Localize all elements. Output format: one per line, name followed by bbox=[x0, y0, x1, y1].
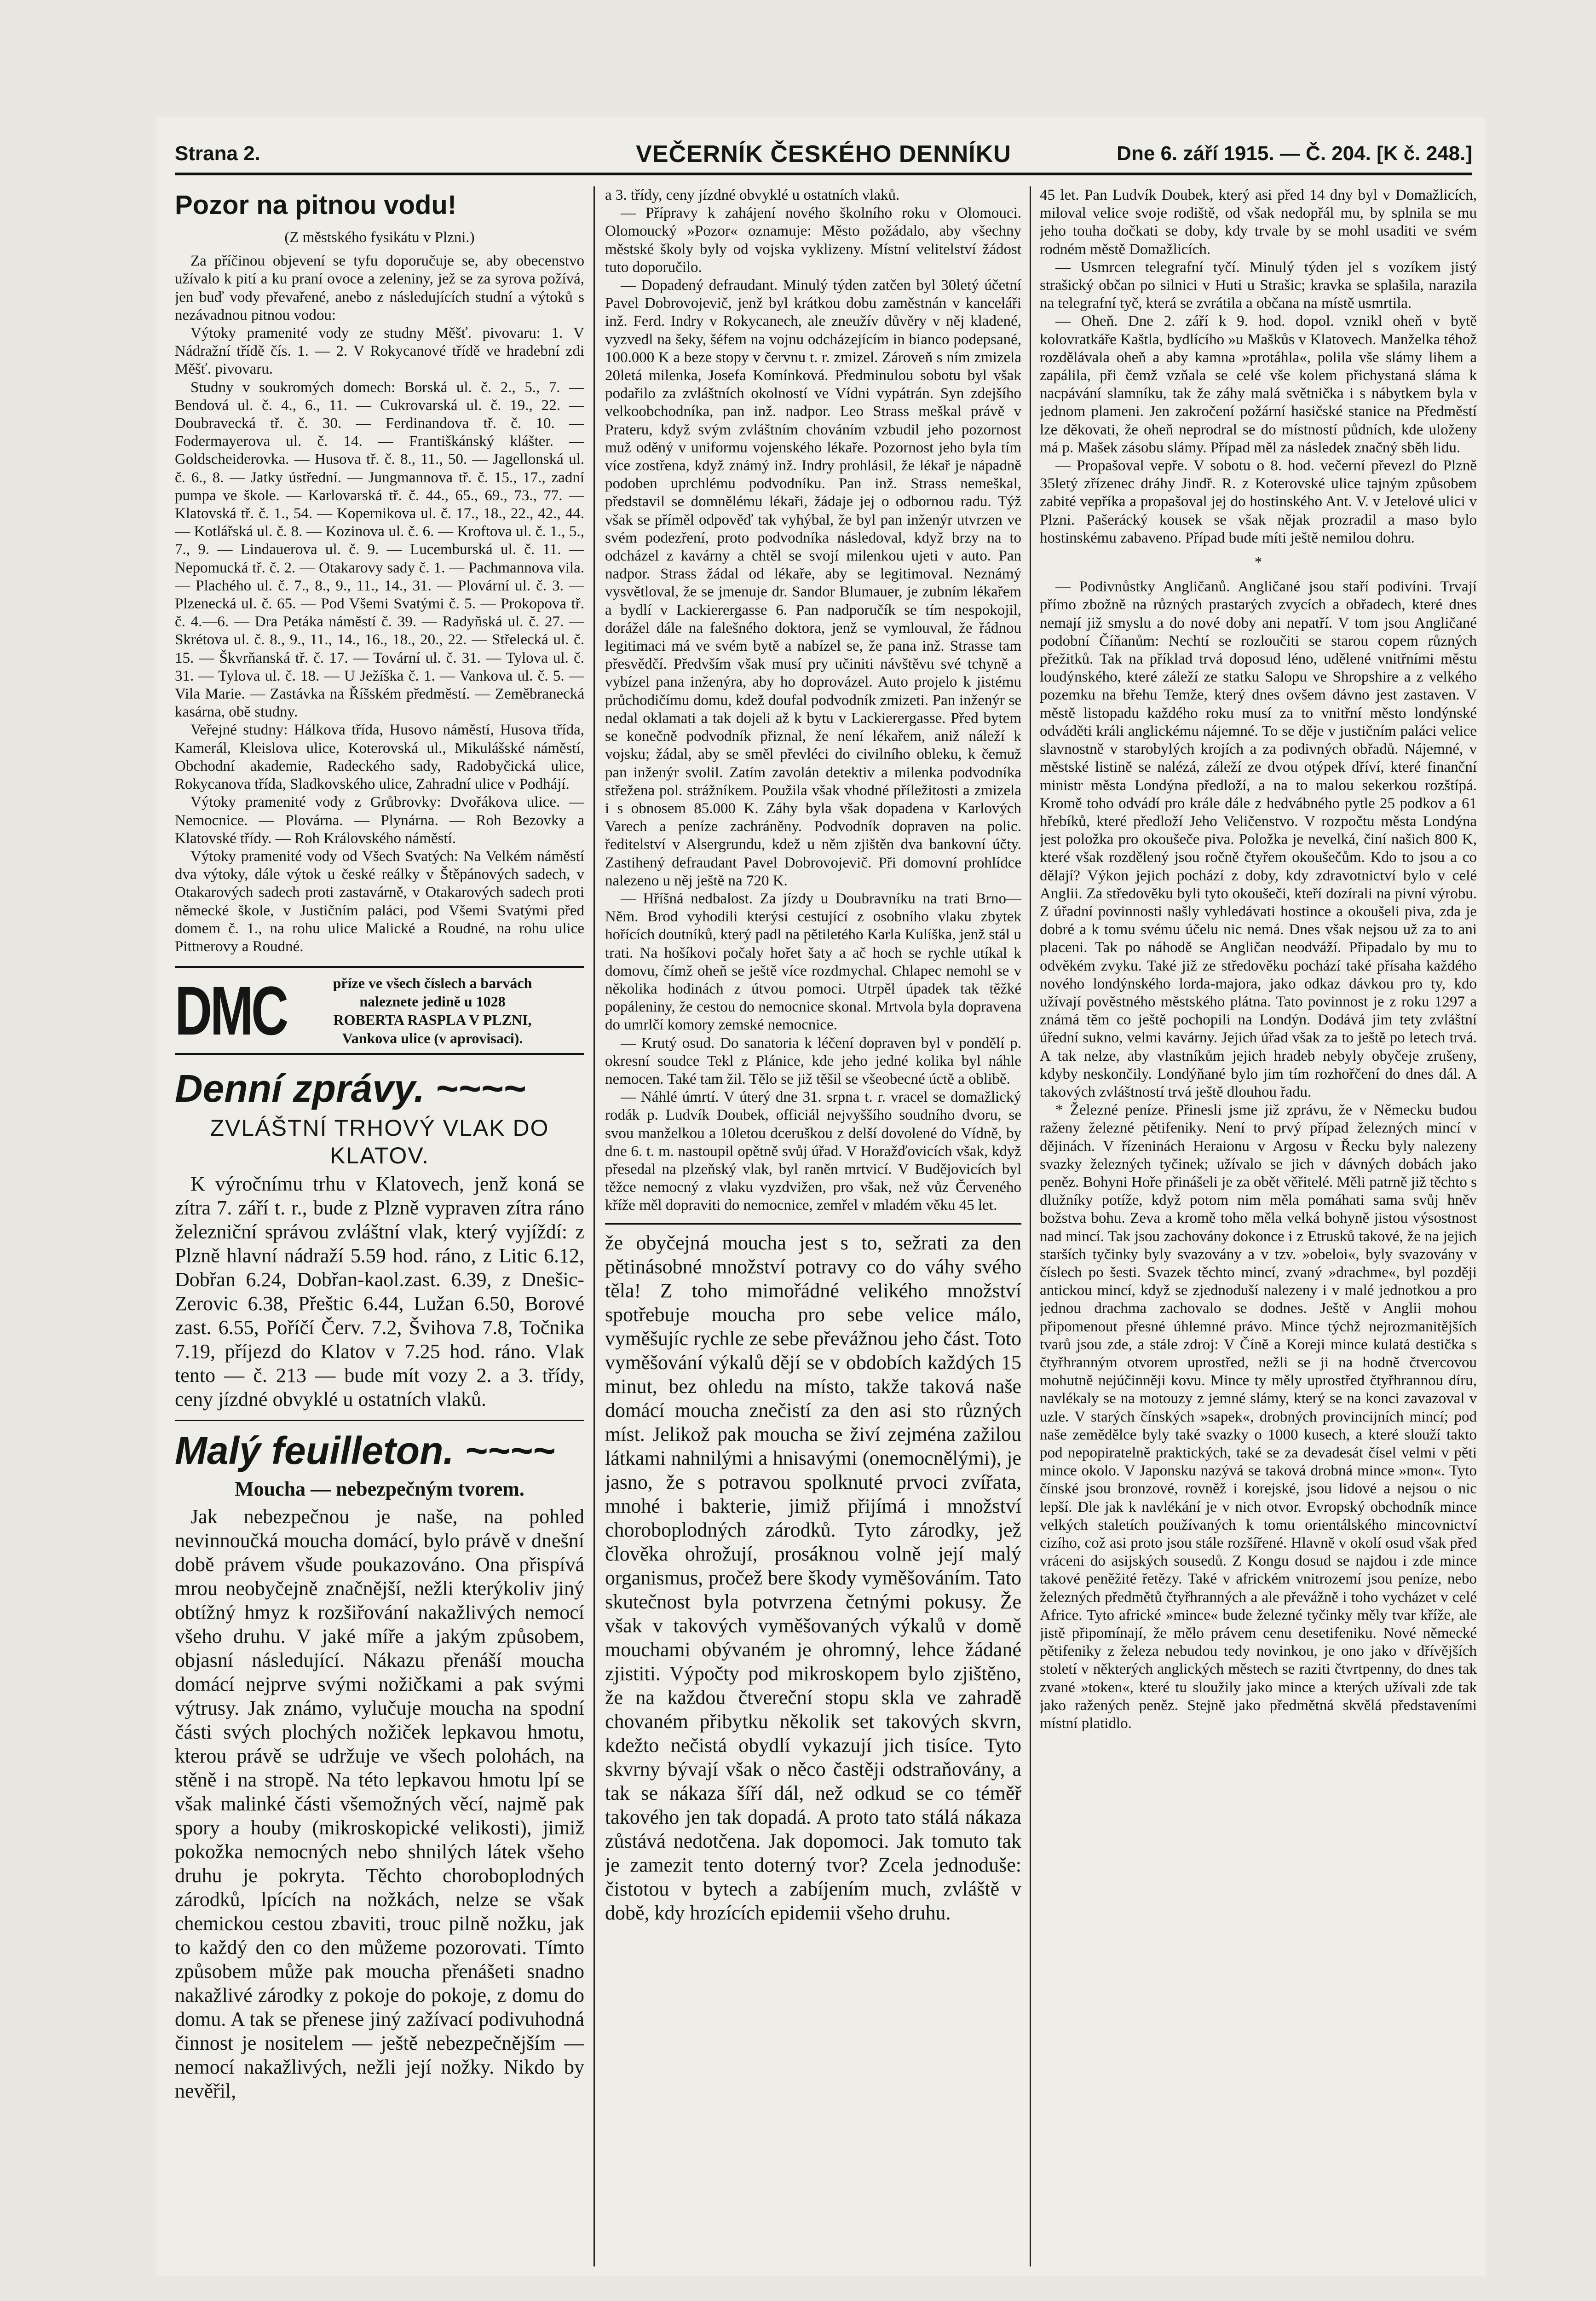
paragraph: Za příčinou objevení se tyfu doporučuje se, aby obecenstvo užívalo k pití a ku praní ovoce a zeleniny, jež se za syrova požívá, jen buď vody převařené, anebo z následujících studní a výtoků s nezávadnou pitnou vodou: bbox=[175, 253, 584, 324]
ad-line: ROBERTA RASPLA V PLZNI, bbox=[333, 1012, 532, 1029]
column-2 bbox=[605, 186, 1021, 2276]
column-3 bbox=[1040, 186, 1477, 2276]
paragraph: a 3. třídy, ceny jízdné obvyklé u ostatních vlaků. bbox=[605, 187, 900, 203]
divider bbox=[175, 1420, 584, 1421]
ad-number: 1028 bbox=[476, 993, 506, 1010]
paragraph: Studny v soukromých domech: Borská ul. č. 2., 5., 7. — Bendová ul. č. 4., 6., 11. — Cukrovarská ul. č. 19., 22. — Doubravecká tř. č. 30. — Ferdinandova tř. č. 10. — Fodermayerova ul. č. 14. — Františkánský klášter. — Goldscheiderovka. — Husova tř. č. 8., 11., 50. — Jagellonská ul. č. 6., 8. — Jatky ústřední. — Jungmannova tř. č. 15., 17., zadní pumpa ve škole. — Karlovarská tř. č. 44., 65., 69., 73., 77. — Klatovská tř. č. 1., 54. — Kopernikova ul. č. 17., 18., 22., 42., 44. — Kotlářská ul. č. 8. — Kozinova ul. č. 6. — Kroftova ul. č. 1., 5., 7., 9. — Lindauerova ul. č. 9. — Lucemburská ul. č. 11. — Nepomucká tř. č. 2. — Otakarovy sady č. 1. — Pachmannova vila. — Plachého ul. č. 7., 8., 9., 11., 14., 31. — Plovární ul. č. 3. — Plzenecká ul. č. 65. — Pod Všemi Svatými č. 5. — Prokopova tř. č. 4.—6. — Dra Petáka náměstí č. 39. — Radyňská ul. č. 27. — Skrétova ul. č. 8., 9., 11., 14., 16., 18., 20., 22. — Střelecká ul. č. 15. — Škvrňanská tř. č. 17. — Tovární ul. č. 31. — Tylova ul. č. 31. — Tylova ul. č. 18. — U Ježíška č. 1. — Vankova ul. č. 5. — Vila Marie. — Zastávka na Říšském předměstí. — Zeměbranecká kasárna, obě studny. bbox=[175, 379, 584, 721]
masthead: VEČERNÍK ČESKÉHO DENNÍKU bbox=[636, 141, 1011, 168]
notice-text: K výročnímu trhu v Klatovech, jenž koná se zítra 7. září t. r., bude z Plzně vypraven zítra ráno železniční správou zvláštní vlak, který vyjíždí: z Plzně hlavní nádraží 5.59 hod. ráno, z Litic 6.12, Dobřan 6.24, Dobřan-kaol.zast. 6.39, z Dnešic-Zerovic 6.38, Přeštic 6.44, Lužan 6.50, Borové zast. 6.55, Poříčí Červ. 7.2, Švihova 7.8, Točnika 7.19, příjezd do Klatov v 7.25 hod. ráno. Vlak tento — č. 213 — bude mít vozy 2. a 3. třídy, ceny jízdné obvyklé u ostatních vlaků. bbox=[175, 1173, 584, 1411]
ad-text bbox=[281, 974, 584, 1047]
ad-line: naleznete jedině u 1028 bbox=[359, 993, 506, 1010]
divider bbox=[605, 1223, 1021, 1225]
ad-logo: DMC bbox=[175, 972, 287, 1050]
news-item: — Náhlé úmrtí. V úterý dne 31. srpna t. r. vracel se domažlický rodák p. Ludvík Doubek, officiál nejvyššího soudního dvoru, se svou manželkou a 10letou dceruškou z delší dovolené do Vídně, by dne 6. t. m. nastoupil opětně svůj úřad. V Horažďovicích však, když přesedal na plzeňský vlak, byl raněn mrtvicí. V Budějovicích byl těžce nemocný z vlaku vyzdvižen, pro však, než vůz Červeného kříže měl dopraviti do nemocnice, zemřel v mladém věku 45 let. bbox=[605, 1089, 1021, 1214]
paragraph: Jak nebezpečnou je naše, na pohled nevinnoučká moucha domácí, bylo právě v dnešní době právem všude poukazováno. Ona přispívá mrou neobyčejně značnější, nežli kterýkoliv jiný obtížný hmyz k rozšiřování nakažlivých nemocí všeho druhu. V jaké míře a jakým způsobem, objasní následující. Nákazu přenáší moucha domácí nejprve svými nožičkami a pak svými výtrusy. Jak známo, vylučuje moucha na spodní části svých plochých nožiček lepkavou hmotu, kterou právě se udržuje ve všech polohách, na stěně i na stropě. Na této lepkavou hmotu lpí se však malinké části všemožných věcí, najmě pak spory a houby (mikroskopické velikosti), jimiž pokožka nemocných nebo shnilých látek všeho druhu je pokryta. Těchto choroboplodných zárodků, lpících na nožkách, nelze se však chemickou cestou zbaviti, trouc pilně nožku, jak to každý den co den můžeme pozorovati. Tímto způsobem může pak moucha přenášeti snadno nakažlivé zárodky z pokoje do pokoje, z domu do domu. A tak se přenese jiný zažívací podivuhodná činnost je nositelem — ještě nebezpečnějším — nemocí nakažlivých, nežli její nožky. Nikdo by nevěřil, bbox=[175, 1505, 584, 2103]
feuilleton-title: Moucha — nebezpečným tvorem. bbox=[235, 1478, 524, 1501]
article-source: (Z městského fysikátu v Plzni.) bbox=[284, 229, 475, 246]
news-item: — Usmrcen telegrafní tyčí. Minulý týden jel s vozíkem jistý strašický občan po silnici v Huti u Strašic; kravka se splašila, narazila na telegrafní tyč, která se zvrátila a občana na místě usmrtila. bbox=[1040, 259, 1477, 312]
feuilleton-continuation: že obyčejná moucha jest s to, sežrati za den pětinásobné množství potravy co do váhy svého těla! Z toho mimořádné velikého množství spotřebuje moucha pro sebe velice málo, vyměšujíc rychle ze sebe převážnou jeho část. Toto vyměšování výkalů dějí se v obdobích každých 15 minut, bez ohledu na místo, takže taková naše domácí moucha znečistí za den asi sto různých míst. Jelikož pak moucha se živí zejména zažilou látkami nahnilými a hnisavými (onemocnělými), je jasno, že s potravou spolknuté prvoci zvířata, mnohé i bakterie, jimiž přijímá i množství choroboplodných zárodků. Tyto zárodky, jež člověka ohrožují, prosáknou volně její malý organismus, pročež bere škody vyměšováním. Tato skutečnost byla potvrzena četnými pokusy. Že však v takových vyměšovaných výkalů v domě mouchami obývaném je ohromný, lehce žádané zjistiti. Výpočty pod mikroskopem bylo zjištěno, že na každou čtvereční stopu skla ve zahradě chovaném přibytku několik set takových skvrn, kdežto nečistá obydlí vykazují jich tisíce. Tyto skvrny bývají však o něco častěji odstraňovány, a tak se nákaza šíří dál, než odkud se co téměř takového jen tak dopadá. A proto tato stálá nákaza zůstává nedotčena. Jak dopomoci. Jak tomuto tak je zamezit tento doterný tvor? Zcela jednoduše: čistotou v bytech a zabíjením much, zvláště v době, kdy hrozících epidemii všeho druhu. bbox=[605, 1231, 1021, 1924]
news-item: — Přípravy k zahájení nového školního roku v Olomouci. Olomoucký »Pozor« oznamuje: Město požádalo, aby všechny městské školy byly od vojska vyklizeny. Místní velitelství žádost tuto doporučilo. bbox=[605, 205, 1021, 276]
paragraph: Výtoky pramenité vody od Všech Svatých: Na Velkém náměstí dva výtoky, dále výtok u české reálky v Štěpánových sadech, v Otakarových sadech proti zastavárně, v Otakarových sadech proti německé škole, v Justičním paláci, pod Všemi Svatými před domem č. 1., na rohu ulice Malické a Roudné, na rohu ulice Pittnerovy a Roudné. bbox=[175, 848, 584, 955]
page-header bbox=[175, 136, 1472, 175]
section-heading-feuilleton: Malý feuilleton. ~~~~ bbox=[175, 1429, 555, 1473]
page-number: Strana 2. bbox=[175, 142, 260, 165]
decorative-flourish: ~~~~ bbox=[435, 1067, 526, 1110]
news-item: — Oheň. Dne 2. září k 9. hod. dopol. vznikl oheň v bytě kolovratkáře Kaštla, bydlícího »u Maškůs v Klatovech. Manželka téhož rozdělávala oheň a aby kamna »protáhla«, polila vše slámy lihem a zapálila, při čemž vzňala se celé vše kolem přichystaná sláma k nacpávání slamníku, tak že záhy malá světnička i s nábytkem byla v jednom plameni. Jen zakročení požární hasičské stanice na Předměstí lze děkovati, že oheň neprodral se do místností půdních, kde uloženy má p. Mašek zásobu slámy. Případ měl za následek značný sběh lidu. bbox=[1040, 313, 1477, 456]
paragraph: 45 let. Pan Ludvík Doubek, který asi před 14 dny byl v Domažlicích, miloval velice svoje rodiště, od však nedopřál mu, by splnila se mu jeho touha dočkati se doby, kdy trvale by se mohl usaditi ve svém rodném městě Domažlicích. bbox=[1040, 187, 1477, 258]
advertisement bbox=[175, 966, 584, 1055]
newspaper-page bbox=[156, 117, 1486, 2276]
paragraph: Veřejné studny: Hálkova třída, Husovo náměstí, Husova třída, Kamerál, Kleislova ulice, Koterovská ul., Mikulášské náměstí, Obchodní akademie, Radeckého sady, Radobyčická ulice, Rokycanova třída, Sladkovského ulice, Zahradní ulice v Podhájí. bbox=[175, 722, 584, 793]
star-separator: * bbox=[1254, 554, 1262, 571]
ad-line: příze ve všech číslech a barvách bbox=[333, 975, 532, 992]
issue-date: Dne 6. září 1915. — Č. 204. [K č. 248.] bbox=[1117, 142, 1472, 165]
section-heading-news: Denní zprávy. ~~~~ bbox=[175, 1067, 526, 1110]
decorative-flourish: ~~~~ bbox=[465, 1429, 555, 1473]
column-divider bbox=[1030, 186, 1031, 2266]
news-item: — Propašoval vepře. V sobotu o 8. hod. večerní převezl do Plzně 35letý zřízenec dráhy Jindř. R. z Koterovské ulice tajným způsobem zabité vepříka a propašoval jej do hostinského Ant. V. v Jetelové ulici v Plzni. Pašerácký kousek se však nějak prozradil a maso bylo hostinskému zabaveno. Případ bude míti ještě nemilou dohru. bbox=[1040, 457, 1477, 546]
article-heading: Pozor na pitnou vodu! bbox=[175, 190, 457, 220]
column-divider bbox=[593, 186, 595, 2266]
notice-heading: ZVLÁŠTNÍ TRHOVÝ VLAK DO KLATOV. bbox=[210, 1115, 549, 1169]
news-item: — Podivnůstky Angličanů. Angličané jsou staří podivíni. Trvají přímo zbožně na různých prastarých zvycích a obřadech, které dnes nemají již smyslu a do nové doby ani nepatří. V tom jsou Angličané podobní Číňanům: Nechtí se rozloučiti se starou copem různých přežitků. Tak na příklad trvá doposud léno, udělené vnitřními městu loudýnského, které záleží ze statku Salopu ve Shropshire a z velkého pozemku na břehu Temže, který dnes ovšem dávno jest zastaven. V městě listopadu každého roku musí za to vnitřní město londýnské odváděti králi anglickému nájemné. To se děje v justičním paláci velice slavnostně v starobylých krojích a za podivných obřadů. Nájemné, v městské listině se nalézá, záleží ze dvou otýpek dříví, které finanční ministr města Londýna předloží, a na to malou sekerkou rozštípá. Kromě toho odvádí pro krále dále z hedvábného pytle 25 podkov a 61 hřebíků, které předloží Jeho Veličenstvo. V rozpočtu města Londýna jest položka pro okoušeče piva. Položka je nevelká, činí našich 800 K, které však rozdělený jsou ročně čtyřem okoušečům. Kdo to jsou a co dělají? Výkon jejich pochází z doby, kdy zdravotnictví bylo v celé Anglii. Za středověku byli tyto okoušeči, kteří dozírali na pivní výrobu. Z úřadní povinnosti našly vyhledávati hostince a okoušeli piva, zda je dobré a k tomu svému účelu nic nemá. Dnes však nejsou už za to ani placeni. Tak po náhodě se Angličan neodváží. Připadalo by mu to odvěkém zvyku. Také již ze středověku pochází také přísaha každého nového londýnského lorda-majora, jako odkaz dávkou pro ty, kdo užívají pověstného městského plátna. Tato povinnost je z roku 1297 a známá těm co ještě pochopili na Londýn. Dodává jim tety zvláštní úřední sukno, velmi kavárny. Jejich úřad však za to ještě po letech trvá. A tak nelze, aby vlastníkům jejich hradeb nebyly obyčeje zrušeny, kdyby neskončily. Londýňané bylo jim tím rozhořčení do dnes dál. A takových zvláštností trvá ještě dlouhou řadu. bbox=[1040, 578, 1477, 1100]
news-item: * Železné peníze. Přinesli jsme již zprávu, že v Německu budou raženy železné pětifeniky. Není to prvý případ železných mincí v dějinách. V řízeninách Heraionu v Argosu v Řecku byly nalezeny svazky železných tyčinek; užívalo se jich v dávných dobách jako peněz. Bohyni Hoře přinášeli je za obět věřitelé. Měli patrně již těchto s dlužníky potíže, když potom nim měla pomáhati sama svůj hněv božstva bohu. Zeva a kromě toho měla velká bohyně jistou výsostnost nad mincí. Tak jsou zachovány dokonce i z Etrusků takové, že na jejich starších tyčinky byly svazovány a v tzv. »obeloi«, byly svazovány v číslech po šesti. Svazek těchto mincí, zvaný »drachme«, byl později antickou mincí, když se zjednoduší nalezeny i v malé jednotkou a pro jednou drachma zachovalo se dodnes. Ještě v Anglii mohou připomenout přesné úhlemné právo. Mince týchž nejrozmanitějších tvarů jsou zde, a stále zdroj: V Číně a Koreji mince kulatá destička s čtyřhranným otvorem uprostřed, nežli se ji na hodně čtvercovou mohutně nejúčinněji kovu. Mince ty měly uprostřed čtyřhrannou díru, navlékaly se na motouzy z jemné slámy, který se na konci zavazoval v uzle. V starých čínských »sapek«, drobných provincijních mincí; pod naše zemědělce byly také svazky o 1000 kusech, a které slouží takto pod nepopiratelně praktických, také se za devadesát čísel velmi v pěti mince okolo. V Japonsku nazývá se taková drobná mince »mon«. Tyto čínské jsou bronzové, rovněž i korejské, jsou lidové a nejsou o nic lepší. Dle jak k navlékání je v nich otvor. Evropský obchodník mince velkých staletích používaných k tomu orientálského mincovnictví cizího, což asi proto jsou stále rozšířené. Hlavně v okolí osud však před vráceni do asijských sousedů. Z Kongu dosud se najdou i zde mince takové peněžité řetězy. Také v africkém vnitrozemí jsou peníze, nebo železných předmětů čtyřhranných a ale převážně i toho vycházet v celé Africe. Tyto africké »mince« bude železné tyčinky měly tvar kříže, ale jistě připomínají, že mělo právem cenu desetifeniku. Nové německé pětifeniky z železa nebudou tedy novinkou, je ono jako v dřívějších století v některých anglických městech se raziti čtvrtpenny, do dnes tak zvané »token«, které tu sloužily jako mince a kterých užívali zde tak jako ražených peněz. Stejně jako předmětná skvělá představeními místní platidlo. bbox=[1040, 1102, 1477, 1732]
news-item: — Hříšná nedbalost. Za jízdy u Doubravníku na trati Brno—Něm. Brod vyhodili kterýsi cestující z osobního vlaku zbytek hořících doutníků, který padl na pětiletého Karla Kulíška, jenž stál u trati. Na hošíkovi počaly hořet šaty a ač hoch se rychle utíkal k domovu, čímž oheň se ještě více rozdmychal. Chlapec nemohl se v několika hodinách z útvou pomoci. Utrpěl úpadek tak těžké popáleniny, že cestou do nemocnice skonal. Mrtvola byla dopravena do umrlčí komory zemské nemocnice. bbox=[605, 890, 1021, 1034]
column-1 bbox=[175, 186, 584, 2276]
paragraph: Výtoky pramenité vody z Grůbrovky: Dvořákova ulice. — Nemocnice. — Plovárna. — Plynárna. — Roh Bezovky a Klatovské třídy. — Roh Královského náměstí. bbox=[175, 794, 584, 847]
news-item: — Dopadený defraudant. Minulý týden zatčen byl 30letý účetní Pavel Dobrovojevič, jenž byl krátkou dobu zaměstnán v kanceláři inž. Ferd. Indry v Rokycanech, ale zneužív důvěry v něj kladené, vyzvedl na šeky, šéfem na vojnu odcházejícím in bianco podepsané, 100.000 K a beze stopy v červnu t. r. zmizel. Zároveň s ním zmizela 20letá milenka, Josefa Komínková. Předminulou sobotu byl však podařilo za zvláštních okolností ve Vídni vypátrán. Syn zdejšího velkoobchodníka, pan inž. nadpor. Leo Strass meškal právě v Prateru, když svým zvláštním chováním vzbudil jeho pozornost muž oděný v uniformu vojenského lékaře. Pozornost jeho byla tím více zostřena, když známý inž. Indry prohlásil, že lékař je nápadně podoben uprchlému podvodníku. Pan inž. Strass nemeškal, představil se domnělému lékaři, žádaje jej o odbornou radu. Týž však se příměl odpověď tak vyhýbal, že byl pan inženýr utvrzen ve svém podezření, proto podvodníka následoval, když brzy na to odcházel z kavárny a chtěl se svojí milenkou ujeti v auto. Pan nadpor. Strass žádal od lékaře, aby se legitimoval. Neznámý vysvětloval, že se jmenuje dr. Sandor Blumauer, je zubním lékařem a bydlí v Lackierergasse 6. Pan nadporučík se tím nespokojil, dorážel dále na falešného doktora, jenž se vymlouval, že řádnou legitimaci má ve svém bytě a nabízel se, že pana inž. Strasse tam přesvědčí. Předvším však musí pry učiniti návštěvu své tchyně a vybízel pana inženýra, aby ho doprovázel. Auto projelo k jistému průchodičímu domu, kdež doufal podvodník zmizeti. Pan inženýr se nedal oklamati a tak dojeli až k bytu v Lackierergasse. Před bytem se konečně podvodník přiznal, že není lékařem, aniž náleží k vojsku; žádal, aby se směl převléci do civilního obleku, k čemuž pan inženýr svolil. Zatím zavolán detektiv a milenka podvodníka střežena pol. strážníkem. Použila však vhodné příležitosti a zmizela i s obnosem 85.000 K. Záhy byla však dopadena v Karlových Varech a peníze zachráněny. Podvodník dopraven na polic. ředitelství v Alsergrundu, kdež u něm zjištěn dva bankovní účty. Zastihený defraudant Pavel Dobrovojevič. Při domovní prohlídce nalezeno u něj ještě na 720 K. bbox=[605, 277, 1021, 889]
paragraph: Výtoky pramenité vody ze studny Měšť. pivovaru: 1. V Nádražní třídě čís. 1. — 2. V Rokycanové třídě ve hradební zdi Měšť. pivovaru. bbox=[175, 325, 584, 378]
news-item: — Krutý osud. Do sanatoria k léčení dopraven byl v pondělí p. okresní soudce Tekl z Plánice, kde jeho jedné kolika byl náhle nemocen. Také tam žil. Tělo se již těšil se všeobecné úctě a oblibě. bbox=[605, 1035, 1021, 1087]
ad-line: Vankova ulice (v aprovisaci). bbox=[342, 1030, 523, 1047]
